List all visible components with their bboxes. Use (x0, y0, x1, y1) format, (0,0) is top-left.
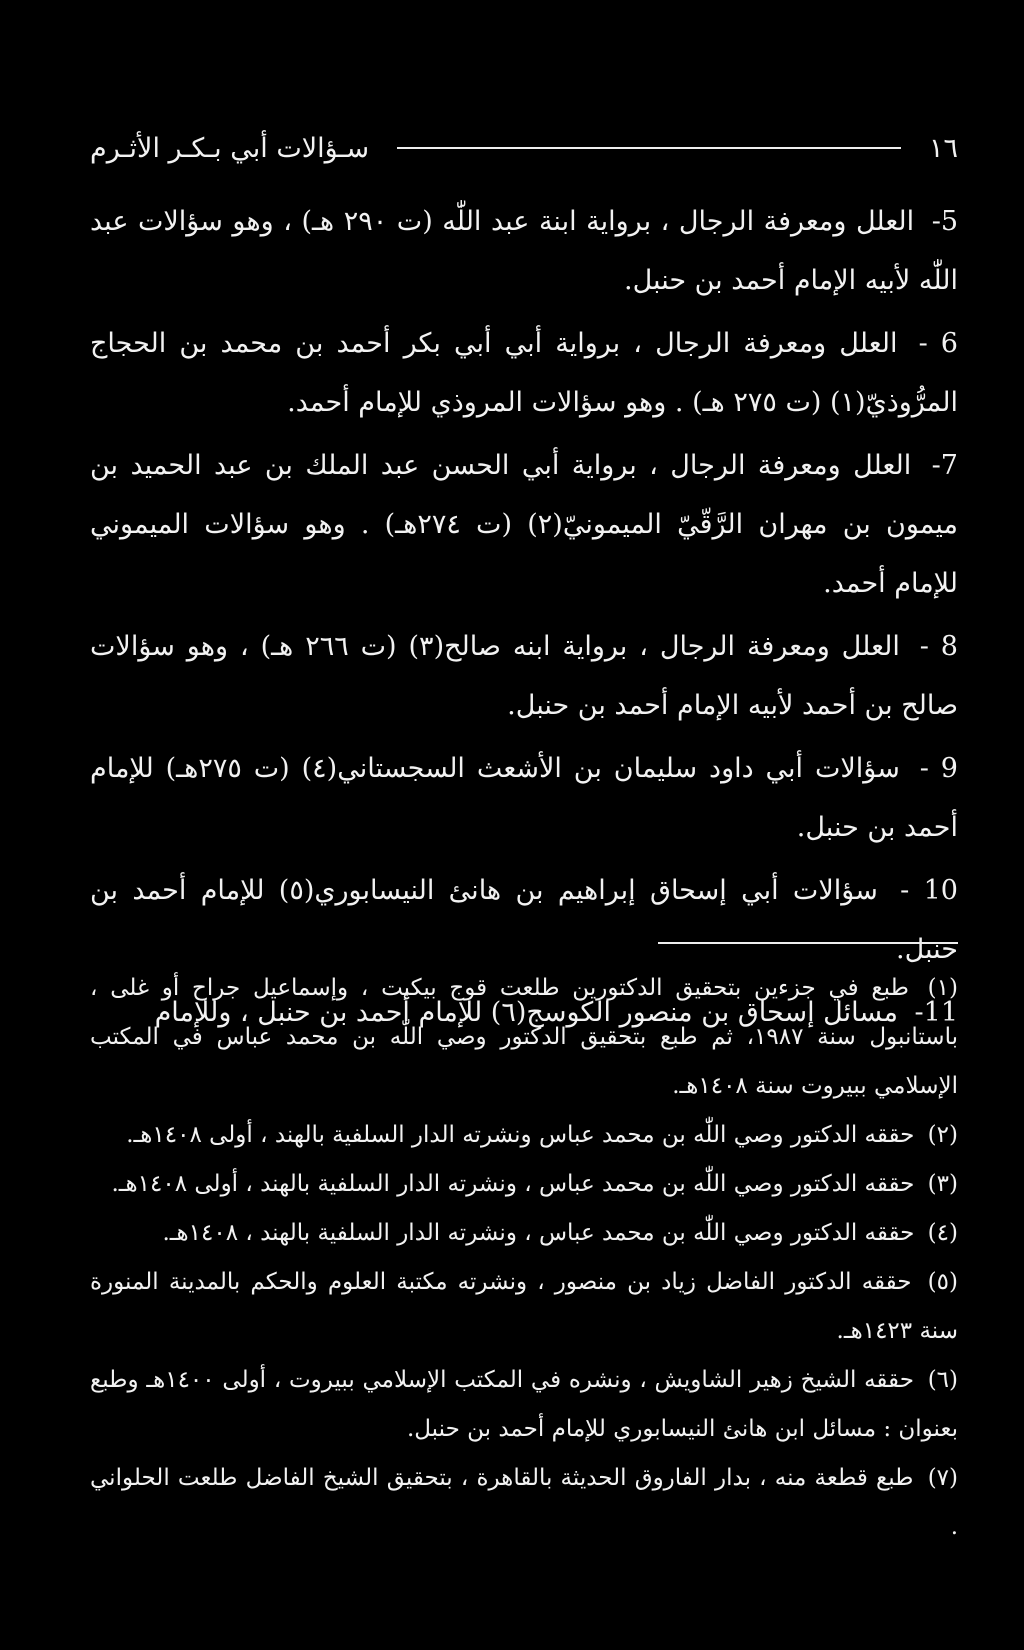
entry-text: العلل ومعرفة الرجال ، برواية أبي الحسن عبد الملك بن عبد الحميد بن ميمون بن مهران الرَّقّيّ الميمونيّ(٢) (ت ٢٧٤هـ) . وهو سؤالات الميموني للإمام أحمد. (90, 450, 959, 599)
footnote-text: حققه الشيخ زهير الشاويش ، ونشره في المكتب الإسلامي ببيروت ، أولى ١٤٠٠هـ وطبع بعنوان : مسائل ابن هانئ النيسابوري للإمام أحمد بن حنبل. (90, 1367, 958, 1442)
footnote (90, 1111, 958, 1160)
list-item (90, 436, 958, 613)
footnote-mark: (٢) (927, 1122, 958, 1148)
entry-number: 9 - (919, 753, 958, 784)
footnote (90, 1454, 958, 1552)
footnote-text: حققه الدكتور وصي اللّٰه بن محمد عباس ، ونشرته الدار السلفية بالهند ، أولى ١٤٠٨هـ. (111, 1171, 915, 1197)
footnote-text: حققه الدكتور وصي اللّٰه بن محمد عباس ونشرته الدار السلفية بالهند ، أولى ١٤٠٨هـ. (126, 1122, 915, 1148)
footnote-mark: (٥) (927, 1269, 958, 1295)
entry-number: 6 - (918, 328, 958, 359)
entry-number: 8 - (919, 631, 958, 662)
entry-text: سؤالات أبي إسحاق إبراهيم بن هانئ النيسابوري(٥) للإمام أحمد بن حنبل. (90, 875, 958, 965)
footnote-text: طبع قطعة منه ، بدار الفاروق الحديثة بالقاهرة ، بتحقيق الشيخ الفاضل طلعت الحلواني . (90, 1465, 958, 1540)
footnote (90, 964, 958, 1111)
footnote-text: طبع في جزءين بتحقيق الدكتورين طلعت قوج بيكيت ، وإسماعيل جراح أو غلى ، باستانبول سنة ١٩٨٧، ثم طبع بتحقيق الدكتور وصي اللّٰه بن محمد عباس في المكتب الإسلامي ببيروت سنة ١٤٠٨هـ. (90, 975, 958, 1099)
entry-number: 11- (914, 997, 958, 1028)
entry-text: سؤالات أبي داود سليمان بن الأشعث السجستاني(٤) (ت ٢٧٥هـ) للإمام أحمد بن حنبل. (90, 753, 958, 843)
footnote-mark: (١) (927, 975, 958, 1001)
list-item (90, 739, 958, 857)
list-item (90, 617, 958, 735)
footnote-separator (658, 942, 958, 944)
list-item (90, 861, 958, 979)
footnote-text: حققه الدكتور وصي اللّٰه بن محمد عباس ، ونشرته الدار السلفية بالهند ، ١٤٠٨هـ. (162, 1220, 915, 1246)
footnote (90, 1209, 958, 1258)
running-title: سـؤالات أبي بـكـر الأثـرم (90, 132, 370, 164)
main-text (90, 192, 958, 1046)
page-header (90, 128, 958, 168)
footnote-mark: (٧) (927, 1465, 959, 1491)
entry-text: العلل ومعرفة الرجال ، برواية أبي أبي بكر أحمد بن محمد بن الحجاج المرُّوذيّ(١) (ت ٢٧٥ هـ) . وهو سؤالات المروذي للإمام أحمد. (90, 328, 958, 418)
footnotes (90, 964, 958, 1552)
footnote-text: حققه الدكتور الفاضل زياد بن منصور ، ونشرته مكتبة العلوم والحكم بالمدينة المنورة سنة ١٤٢٣هـ. (90, 1269, 958, 1344)
entry-text: العلل ومعرفة الرجال ، برواية ابنه صالح(٣) (ت ٢٦٦ هـ) ، وهو سؤالات صالح بن أحمد لأبيه الإمام أحمد بن حنبل. (90, 631, 958, 721)
footnote-mark: (٤) (927, 1220, 958, 1246)
list-item (90, 314, 958, 432)
footnote-mark: (٦) (927, 1367, 959, 1393)
entry-number: 10 - (900, 875, 958, 906)
footnote (90, 1356, 958, 1454)
entry-number: 7- (931, 450, 958, 481)
entry-number: 5- (931, 206, 958, 237)
footnote (90, 1258, 958, 1356)
header-rule (397, 147, 901, 149)
list-item (90, 192, 958, 310)
footnote (90, 1160, 958, 1209)
footnote-mark: (٣) (927, 1171, 958, 1197)
entry-text: مسائل إسحاق بن منصور الكوسج(٦) للإمام أحمد بن حنبل ، وللإمام (154, 997, 898, 1028)
entry-text: العلل ومعرفة الرجال ، برواية ابنة عبد اللّٰه (ت ٢٩٠ هـ) ، وهو سؤالات عبد اللّٰه لأبيه الإمام أحمد بن حنبل. (90, 206, 958, 296)
page-number: ١٦ (928, 132, 958, 164)
